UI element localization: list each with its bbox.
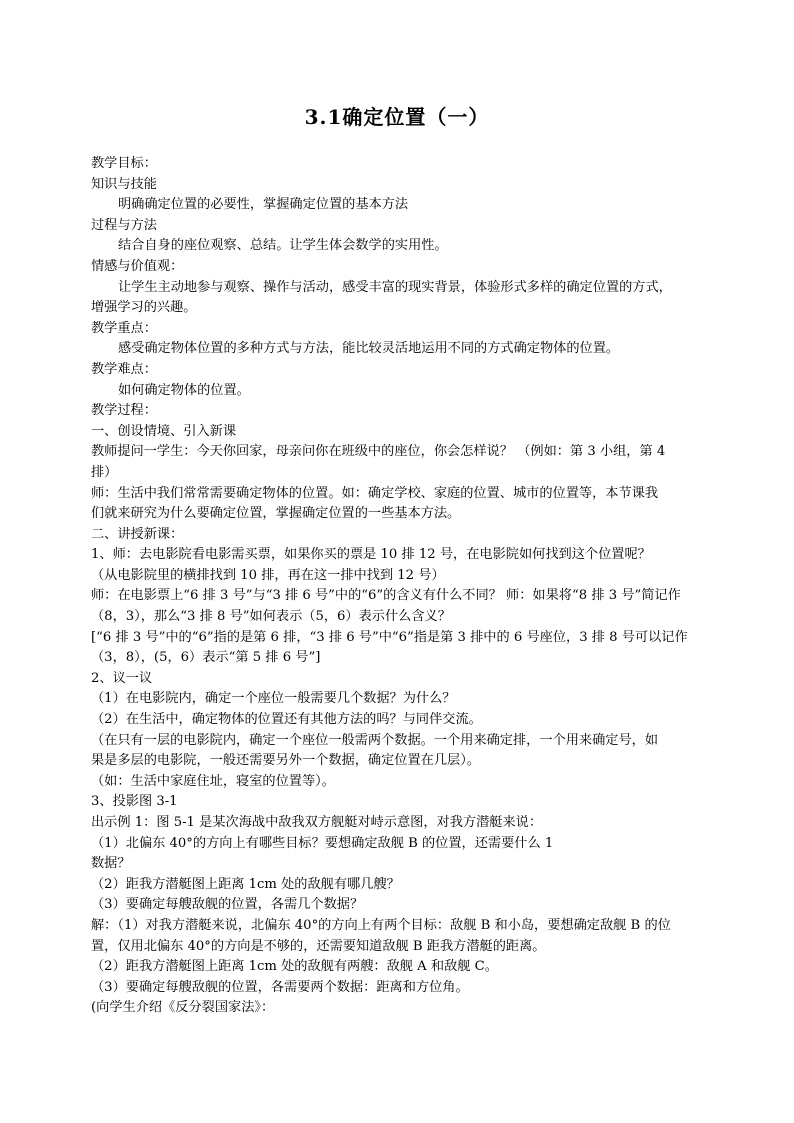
section-heading: 2、议一议	[91, 670, 153, 686]
text-line: （在只有一层的电影院内，确定一个座位一般需两个数据。一个用来确定排，一个用来确定号，如	[91, 732, 659, 748]
text-line: （3）要确定每艘敌舰的位置，各需几个数据？	[91, 897, 364, 913]
page-title: 3.1确定位置（一）	[304, 105, 490, 129]
text-line: 增强学习的兴趣。	[91, 300, 197, 316]
text-line: （如：生活中家庭住址，寝室的位置等）。	[91, 773, 335, 789]
text-line: （1）在电影院内，确定一个座位一般需要几个数据？为什么？	[91, 691, 456, 707]
section-heading: 教学过程：	[91, 403, 157, 419]
text-line: 果是多层的电影院，一般还需要另外一个数据，确定位置在几层）。	[91, 753, 481, 769]
text-line: （2）距我方潜艇图上距离 1cm 处的敌舰有哪几艘？	[91, 876, 400, 892]
text-line: 让学生主动地参与观察、操作与活动，感受丰富的现实背景，体验形式多样的确定位置的方式，	[118, 279, 672, 295]
text-line: （1）北偏东 40°的方向上有哪些目标？要想确定敌舰 B 的位置，还需要什么 1	[91, 835, 554, 851]
section-heading: 二、讲授新课：	[91, 526, 184, 542]
subsection-heading: 情感与价值观：	[91, 258, 184, 274]
text-line: 置，仅用北偏东 40°的方向是不够的，还需要知道敌舰 B 距我方潜艇的距离。	[91, 938, 546, 954]
section-heading: 教学目标：	[91, 156, 157, 171]
section-heading: 一、创设情境、引入新课	[91, 423, 237, 439]
text-line: 们就来研究为什么要确定位置，掌握确定位置的一些基本方法。	[91, 506, 461, 522]
text-line: 结合自身的座位观察、总结。让学生体会数学的实用性。	[118, 238, 448, 254]
text-line: [“6 排 3 号”中的“6”指的是第 6 排，“3 排 6 号”中“6”指是第 3 排中的 6 号座位，3 排 8 号可以记作	[91, 629, 688, 645]
subsection-heading: 过程与方法	[91, 217, 157, 233]
text-line: 师：生活中我们常常需要确定物体的位置。如：确定学校、家庭的位置、城市的位置等，本节课我	[91, 485, 659, 501]
text-line: （2）在生活中，确定物体的位置还有其他方法的吗？与同伴交流。	[91, 712, 482, 728]
text-line: 师：在电影票上“6 排 3 号”与“3 排 6 号”中的“6”的含义有什么不同？ 师：如果将“8 排 3 号”简记作	[91, 588, 681, 604]
text-line: （从电影院里的横排找到 10 排，再在这一排中找到 12 号）	[91, 567, 445, 583]
text-line: 感受确定物体位置的多种方式与方法，能比较灵活地运用不同的方式确定物体的位置。	[118, 341, 620, 357]
subsection-heading: 知识与技能	[91, 176, 157, 192]
text-line: 出示例 1：图 5-1 是某次海战中敌我双方舰艇对峙示意图，对我方潜艇来说：	[91, 815, 543, 830]
text-line: 1、师：去电影院看电影需买票，如果你买的票是 10 排 12 号，在电影院如何找到这个位置呢？	[91, 547, 651, 563]
text-line: (向学生介绍《反分裂国家法》：	[91, 1000, 275, 1016]
text-line: （2）距我方潜艇图上距离 1cm 处的敌舰有两艘：敌舰 A 和敌舰 C。	[91, 959, 498, 975]
text-line: （3，8），(5，6）表示“第 5 排 6 号”]	[91, 650, 321, 666]
lesson-plan-body	[91, 154, 703, 1019]
text-line: （8，3），那么“3 排 8 号”如何表示（5，6）表示什么含义？	[91, 609, 451, 625]
text-line: 解：（1）对我方潜艇来说，北偏东 40°的方向上有两个目标：敌舰 B 和小岛，要想确定敌舰 B 的位	[91, 917, 671, 933]
text-line: 明确确定位置的必要性，掌握确定位置的基本方法	[118, 197, 409, 213]
text-line: 教师提问一学生：今天你回家，母亲问你在班级中的座位，你会怎样说？ （例如：第 3 小组，第 4	[91, 444, 666, 460]
text-line: （3）要确定每艘敌舰的位置，各需要两个数据：距离和方位角。	[91, 979, 469, 995]
section-heading: 教学难点：	[91, 361, 157, 377]
section-heading: 教学重点：	[91, 320, 157, 336]
text-line: 排）	[91, 464, 118, 480]
text-line: 如何确定物体的位置。	[118, 382, 250, 398]
text-line: 数据？	[91, 856, 131, 872]
section-heading: 3、投影图 3-1	[91, 794, 178, 810]
